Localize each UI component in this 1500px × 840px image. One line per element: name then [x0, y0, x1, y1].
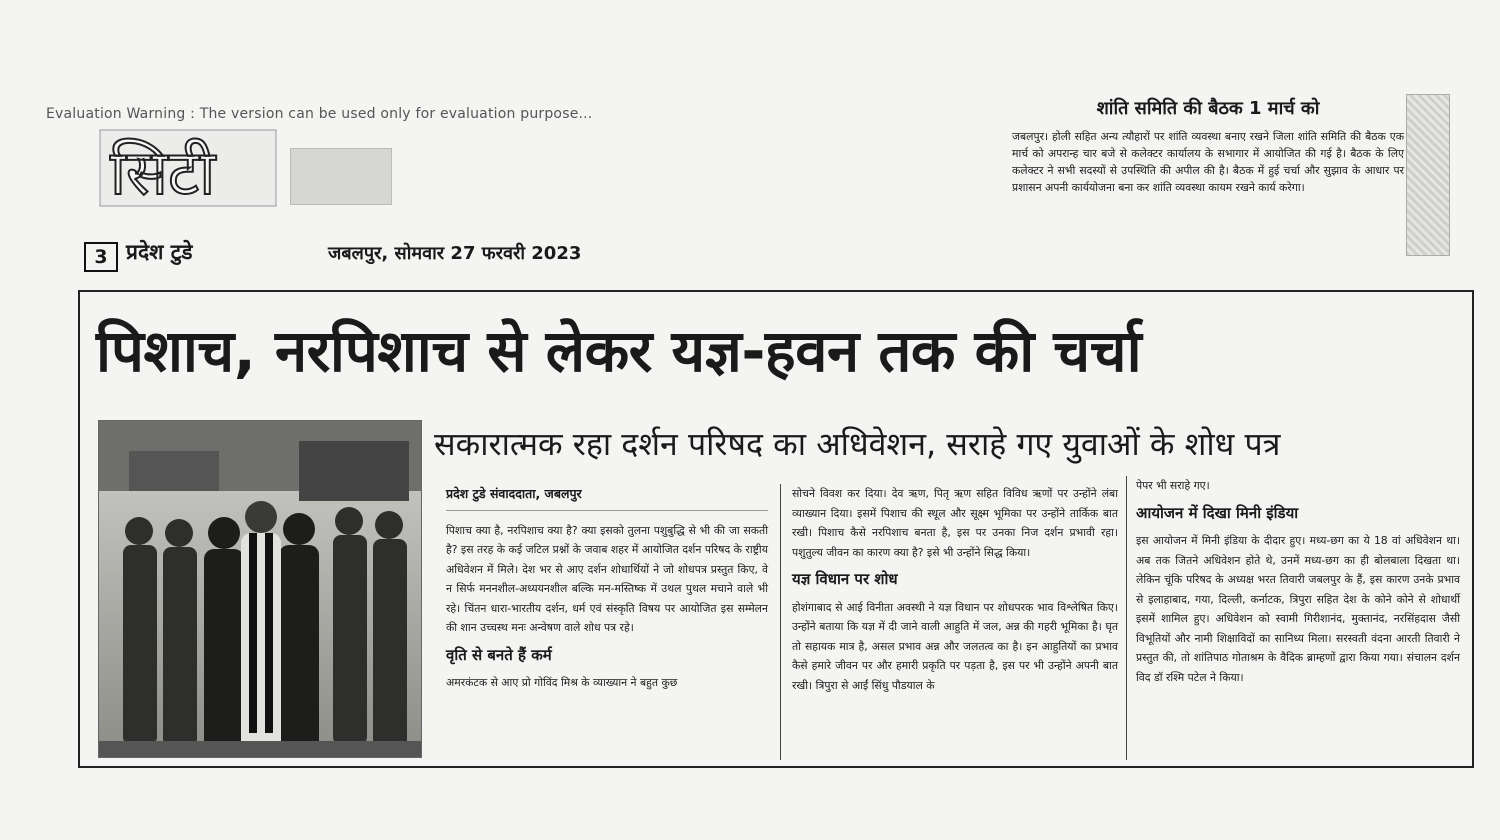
main-headline: पिशाच, नरपिशाच से लेकर यज्ञ-हवन तक की चर्चा — [96, 317, 1142, 385]
masthead-logo-text: सिटी — [110, 136, 216, 209]
evaluation-watermark: Evaluation Warning : The version can be used only for evaluation purpose... — [46, 106, 593, 122]
byline: प्रदेश टुडे संवाददाता, जबलपुर — [446, 484, 768, 511]
column-2-subheading: यज्ञ विधान पर शोध — [792, 570, 898, 588]
column-1-paragraph-2: अमरकंटक से आए प्रो गोविंद मिश्र के व्याख्यान ने बहुत कुछ — [446, 676, 678, 689]
story-column-2 — [792, 484, 1118, 695]
column-2-paragraph-2: होशंगाबाद से आई विनीता अवस्थी ने यज्ञ विधान पर शोधपरक भाव विश्लेषित किए। उन्होंने बताया कि यज्ञ में दी जाने वाली आहुति में जल, अन्न की गहरी भूमिका है। घृत तो सहायक मात्र है, असल प्रभाव अन्न और जलतत्व का है। इन आहुतियों का प्रभाव कैसे हमारे जीवन पर और हमारी प्रकृति पर पड़ता है, इस पर भी उन्होंने अपनी बात रखी। त्रिपुरा से आईं सिंधु पौडयाल के — [792, 600, 1118, 692]
side-story-title: शांति समिति की बैठक 1 मार्च को — [1096, 98, 1320, 119]
side-story-image — [1406, 94, 1450, 256]
story-column-1 — [446, 484, 768, 693]
column-1-paragraph-1: पिशाच क्या है, नरपिशाच क्या है? क्या इसको तुलना पशुबुद्धि से भी की जा सकती है? इस तरह के कई जटिल प्रश्नों के जवाब शहर में आयोजित दर्शन परिषद के राष्ट्रीय अधिवेशन में मिले। देश भर से आए दर्शन शोधार्थियों ने जो शोधपत्र प्रस्तुत किए, वे न सिर्फ मननशील-अध्ययनशील बल्कि मन-मस्तिष्क में उथल पुथल मचाने वाले भी रहे। चिंतन धारा-भारतीय दर्शन, धर्म एवं संस्कृति विषय पर आयोजित इस सम्मेलन की शान उच्चस्थ मनः अन्वेषण वाले शोध पत्र रहे। — [446, 523, 768, 634]
main-subheadline: सकारात्मक रहा दर्शन परिषद का अधिवेशन, सराहे गए युवाओं के शोध पत्र — [434, 425, 1281, 463]
column-divider — [1126, 476, 1127, 760]
column-3-subheading: आयोजन में दिखा मिनी इंडिया — [1136, 503, 1299, 522]
column-2-paragraph-1: सोचने विवश कर दिया। देव ऋण, पितृ ऋण सहित विविध ऋणों पर उन्होंने लंबा व्याख्यान दिया। इसमें पिशाच की स्थूल और सूक्ष्म भूमिका पर उन्होंने तार्किक बात रखी। पिशाच कैसे नरपिशाच बनता है, इस पर उनका निज दर्शन प्रभावी रहा। पशुतुल्य जीवन का कारण क्या है? इसे भी उन्होंने सिद्ध किया। — [792, 487, 1118, 559]
column-divider — [780, 484, 781, 760]
section-name: प्रदेश टुडे — [126, 240, 193, 264]
event-photo — [98, 420, 422, 758]
side-story — [1012, 96, 1404, 196]
masthead-logo — [98, 124, 278, 210]
side-story-body: जबलपुर। होली सहित अन्य त्यौहारों पर शांति व्यवस्था बनाए रखने जिला शांति समिति की बैठक एक मार्च को अपरान्ह चार बजे से कलेक्टर कार्यालय के सभागार में आयोजित की गई है। बैठक के लिए कलेक्टर ने सभी सदस्यों से उपस्थिति की अपील की है। बैठक में हुई चर्चा और सुझाव के आधार पर प्रशासन अपनी कार्ययोजना बना कर शांति व्यवस्था कायम रखने कार्य करेगा। — [1012, 130, 1404, 194]
masthead-graphic — [290, 148, 392, 205]
story-column-3 — [1136, 476, 1460, 687]
page-number: 3 — [84, 242, 118, 272]
dateline: जबलपुर, सोमवार 27 फरवरी 2023 — [328, 243, 582, 264]
column-3-paragraph-1: पेपर भी सराहे गए। — [1136, 479, 1210, 492]
column-3-paragraph-2: इस आयोजन में मिनी इंडिया के दीदार हुए। मध्य-छग का ये 18 वां अधिवेशन था। अब तक जितने अधिवेशन होते थे, उनमें मध्य-छग का ही बोलबाला दिखता था। लेकिन चूंकि परिषद के अध्यक्ष भरत तिवारी जबलपुर के हैं, इस कारण उनके प्रभाव से इलाहाबाद, गया, दिल्ली, कर्नाटक, त्रिपुरा सहित देश के कोने कोने से शोधार्थी इसमें शामिल हुए। अधिवेशन को स्वामी गिरीशानंद, मुक्तानंद, नरसिंहदास जैसी विभूतियों और नामी शिक्षाविदों का सानिध्य मिला। सरस्वती वंदना आरती तिवारी ने प्रस्तुत की, तो शांतिपाठ गोताश्रम के वैदिक ब्राम्हणों द्वारा किया गया। संचालन दर्शन विद डॉ रश्मि पटेल ने किया। — [1136, 534, 1460, 684]
column-1-subheading: वृति से बनते हैं कर्म — [446, 645, 552, 664]
